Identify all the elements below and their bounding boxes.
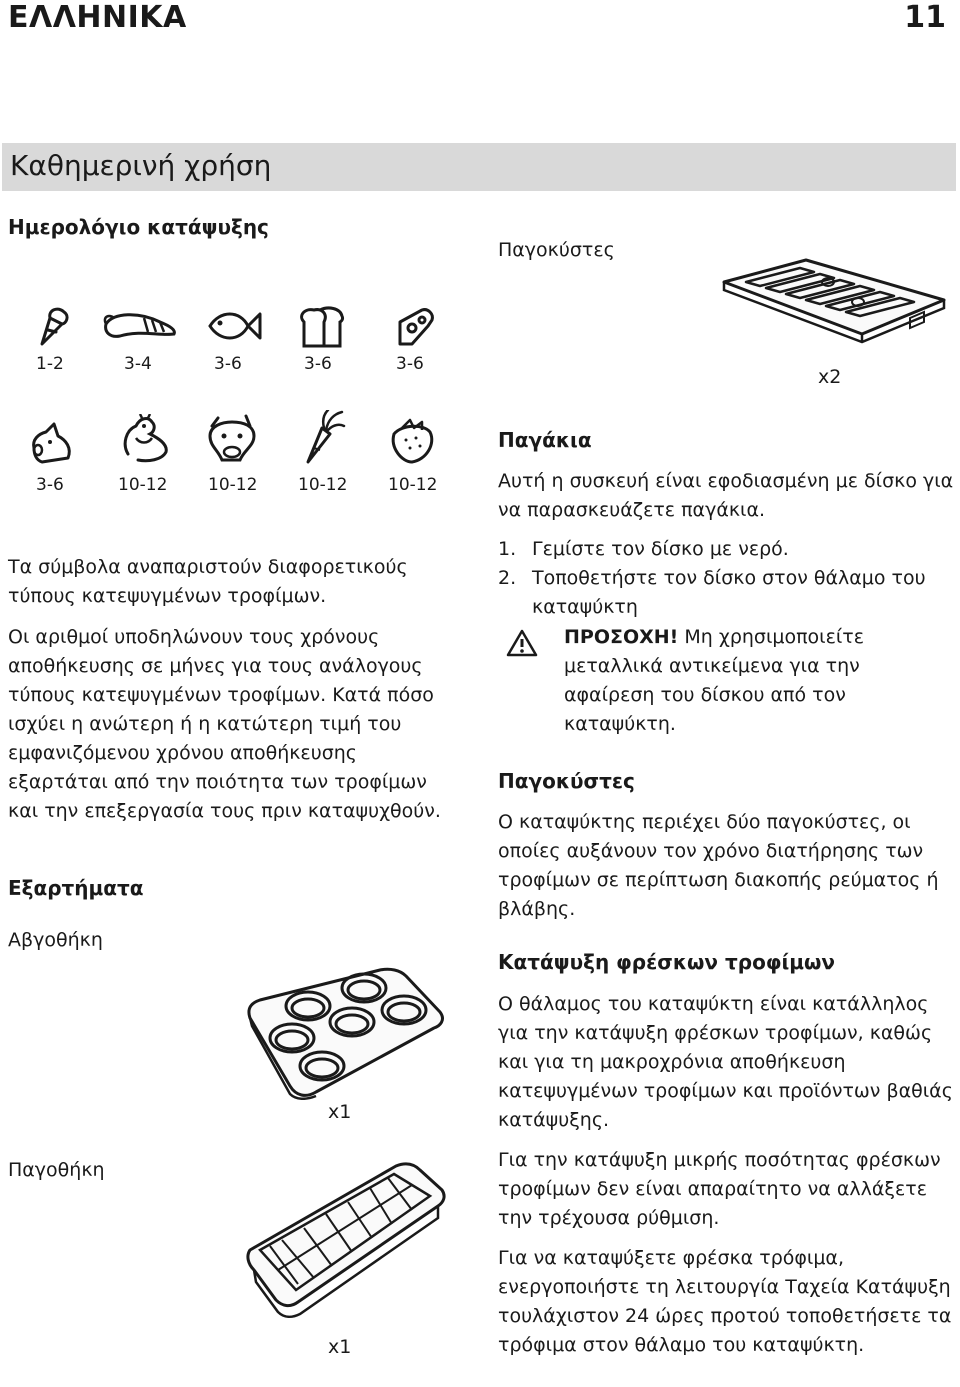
storage-7: 10-12	[118, 475, 168, 495]
egg-tray-label: Αβγοθήκη	[8, 929, 103, 951]
storage-4: 3-6	[304, 354, 332, 374]
section-title: ΕΛΛΗΝΙΚΑ	[8, 0, 187, 35]
egg-tray-illustration	[240, 966, 450, 1100]
ice-cubes-heading: Παγάκια	[498, 428, 592, 452]
fresh-food-paragraph-2: Για την κατάψυξη μικρής ποσότητας φρέσκων τροφίμων δεν είναι απαραίτητο να αλλάξετε την τρέχουσα ρύθμιση.	[498, 1149, 941, 1229]
fresh-food-paragraph-3: Για να καταψύξετε φρέσκα τρόφιμα, ενεργοποιήστε τη λειτουργία Ταχεία Κατάψυξη τουλάχιστον 24 ώρες προτού τοποθετήσετε τα τρόφιμα στον θάλαμο του καταψύκτη.	[498, 1247, 952, 1356]
calendar-heading: Ημερολόγιο κατάψυξης	[8, 215, 269, 239]
carrot-icon	[300, 410, 346, 466]
warning-icon	[506, 629, 538, 657]
storage-3: 3-6	[214, 354, 242, 374]
fresh-food-heading: Κατάψυξη φρέσκων τροφίμων	[498, 950, 835, 974]
storage-2: 3-4	[124, 354, 152, 374]
ice-tray-label: Παγοθήκη	[8, 1159, 105, 1181]
warning-text: Μη χρησιμοποιείτε μεταλλικά αντικείμενα για την αφαίρεση του δίσκου από τον καταψύκτη.	[564, 626, 865, 735]
shrimp-icon	[100, 304, 180, 350]
ice-cream-icon	[28, 304, 74, 350]
step-number: 2.	[498, 567, 517, 589]
cold-accumulator-quantity: x2	[818, 366, 842, 388]
accessories-heading: Εξαρτήματα	[8, 876, 144, 900]
warning-block	[564, 623, 884, 739]
warning-title: ΠΡΟΣΟΧΗ!	[564, 626, 679, 648]
ice-cubes-steps	[498, 535, 954, 622]
accumulators-heading: Παγοκύστες	[498, 769, 635, 793]
cheese-icon	[392, 304, 438, 350]
step-item	[498, 535, 954, 564]
chicken-icon	[118, 414, 172, 466]
egg-tray-quantity: x1	[328, 1101, 352, 1123]
cold-accumulator-label: Παγοκύστες	[498, 239, 615, 261]
chapter-title: Καθημερινή χρήση	[10, 149, 272, 182]
fish-icon	[206, 306, 262, 346]
storage-6: 3-6	[36, 475, 64, 495]
cold-accumulator-illustration	[718, 256, 948, 346]
strawberry-icon	[386, 414, 438, 466]
calendar-paragraph-1: Τα σύμβολα αναπαριστούν διαφορετικούς τύπους κατεψυγμένων τροφίμων.	[8, 556, 408, 607]
storage-8: 10-12	[208, 475, 258, 495]
accumulators-text: Ο καταψύκτης περιέχει δύο παγοκύστες, οι οποίες αυξάνουν τον χρόνο διατήρησης των τροφίμων σε περίπτωση διακοπής ρεύματος ή βλάβης.	[498, 811, 939, 920]
fresh-food-paragraph-1: Ο θάλαμος του καταψύκτη είναι κατάλληλος για την κατάψυξη φρέσκων τροφίμων, καθώς και για τη μακροχρόνια αποθήκευση κατεψυγμένων τροφίμων και προϊόντων βαθιάς κατάψυξης.	[498, 993, 953, 1131]
storage-5: 3-6	[396, 354, 424, 374]
page-number: 11	[904, 0, 946, 35]
ice-cubes-intro: Αυτή η συσκευή είναι εφοδιασμένη με δίσκο για να παρασκευάζετε παγάκια.	[498, 470, 954, 521]
pig-icon	[28, 418, 78, 468]
bread-icon	[298, 304, 348, 350]
storage-9: 10-12	[298, 475, 348, 495]
storage-1: 1-2	[36, 354, 64, 374]
chapter-band	[2, 143, 956, 191]
step-number: 1.	[498, 538, 517, 560]
step-text: Γεμίστε τον δίσκο με νερό.	[532, 538, 789, 560]
calendar-paragraph-2: Οι αριθμοί υποδηλώνουν τους χρόνους αποθήκευσης σε μήνες για τους ανάλογους τύπους κατεψυγμένων τροφίμων. Κατά πόσο ισχύει η ανώτερη ή η κατώτερη τιμή του εμφανιζόμενου χρόνου αποθήκευσης εξαρτάται από την ποιότητα των τροφίμων και την επεξεργασία τους πριν καταψυχθούν.	[8, 626, 441, 822]
step-item	[498, 564, 954, 622]
ice-tray-illustration	[246, 1160, 446, 1330]
storage-10: 10-12	[388, 475, 438, 495]
cow-icon	[204, 412, 260, 468]
ice-tray-quantity: x1	[328, 1336, 352, 1358]
step-text: Τοποθετήστε τον δίσκο στον θάλαμο του καταψύκτη	[532, 567, 926, 618]
